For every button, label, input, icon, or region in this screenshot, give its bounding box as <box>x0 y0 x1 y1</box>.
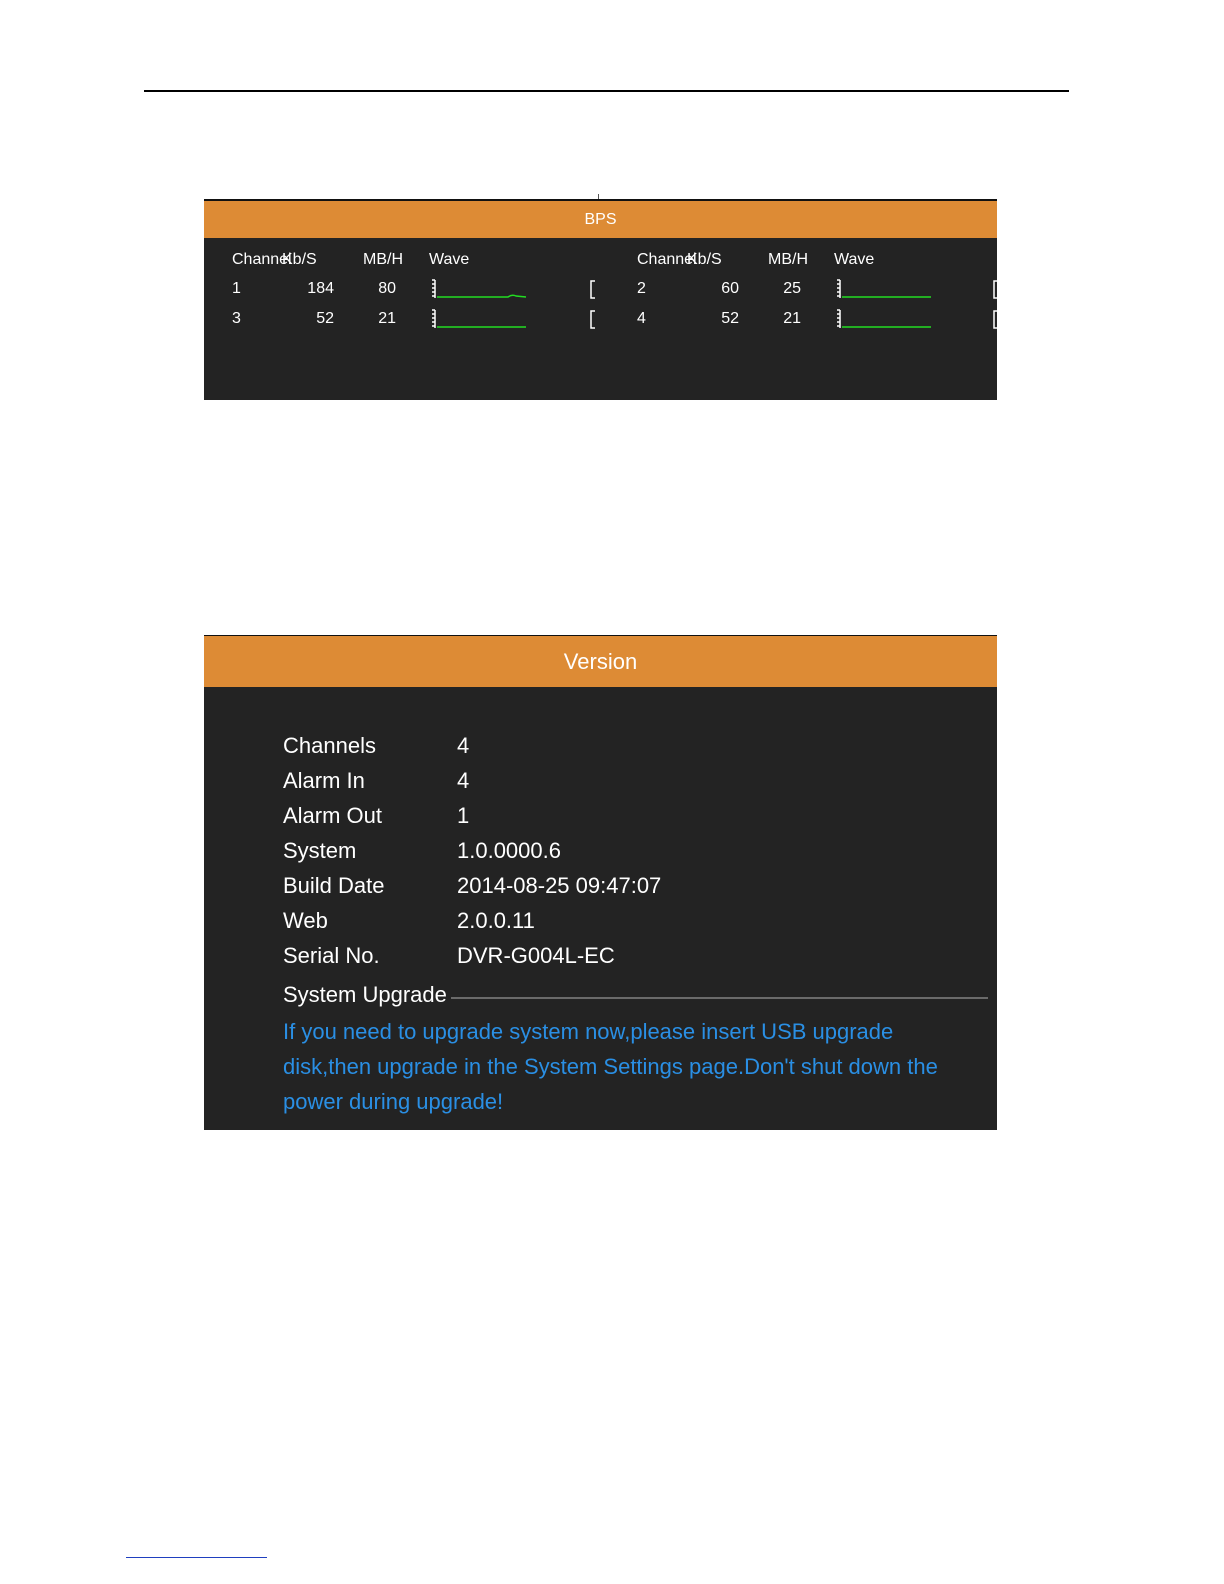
system-upgrade-heading: System Upgrade <box>283 982 447 1007</box>
mbh-value: 21 <box>378 310 396 327</box>
info-label: Alarm Out <box>283 803 383 828</box>
info-row-alarm-out <box>283 798 983 833</box>
info-label: System <box>283 838 357 863</box>
channel-number: 1 <box>232 280 241 297</box>
table-row <box>637 307 1007 331</box>
info-row-web <box>283 903 983 938</box>
header-mbh: MB/H <box>768 251 808 268</box>
bps-block-left <box>232 248 602 348</box>
upgrade-instructions: If you need to upgrade system now,please insert USB upgrade disk,then upgrade in the System Settings page.Don't shut down the power during upgrade! <box>283 1019 938 1114</box>
info-row-build-date <box>283 868 983 903</box>
bps-columns <box>204 238 997 400</box>
info-value: DVR-G004L-EC <box>457 943 615 968</box>
channel-number: 3 <box>232 310 241 327</box>
table-row <box>232 277 602 301</box>
kbs-value: 184 <box>307 280 334 297</box>
system-upgrade-section <box>283 977 988 1012</box>
info-label: Alarm In <box>283 768 365 793</box>
mbh-value: 25 <box>783 280 801 297</box>
channel-number: 2 <box>637 280 646 297</box>
mbh-value: 21 <box>783 310 801 327</box>
info-label: Serial No. <box>283 943 380 968</box>
wave-graph <box>430 278 598 300</box>
bps-panel <box>204 199 997 400</box>
info-label: Web <box>283 908 328 933</box>
info-row-alarm-in <box>283 763 983 798</box>
header-wave: Wave <box>429 251 470 268</box>
wave-graph <box>430 308 598 330</box>
version-info-list <box>283 728 983 973</box>
bps-header-row <box>232 248 602 272</box>
info-row-system <box>283 833 983 868</box>
info-value: 4 <box>457 768 470 793</box>
footer-rule <box>126 1557 267 1558</box>
info-value: 1 <box>457 803 470 828</box>
table-row <box>637 277 1007 301</box>
table-row <box>232 307 602 331</box>
bps-header-row <box>637 248 1007 272</box>
section-divider <box>451 997 988 999</box>
header-channel: Channel <box>637 251 697 268</box>
version-title: Version <box>204 636 997 687</box>
kbs-value: 52 <box>721 310 739 327</box>
bps-block-right <box>637 248 1007 348</box>
info-value: 1.0.0000.6 <box>457 838 561 863</box>
header-kbs: Kb/S <box>687 251 722 268</box>
header-wave: Wave <box>834 251 875 268</box>
channel-number: 4 <box>637 310 646 327</box>
bps-title: BPS <box>204 201 997 238</box>
info-row-serial <box>283 938 983 973</box>
page-top-rule <box>144 90 1069 92</box>
info-label: Channels <box>283 733 376 758</box>
wave-graph <box>835 308 1003 330</box>
mbh-value: 80 <box>378 280 396 297</box>
header-mbh: MB/H <box>363 251 403 268</box>
header-kbs: Kb/S <box>282 251 317 268</box>
info-value: 2.0.0.11 <box>457 908 535 933</box>
info-value: 4 <box>457 733 470 758</box>
version-panel <box>204 635 997 1130</box>
kbs-value: 60 <box>721 280 739 297</box>
header-channel: Channel <box>232 251 292 268</box>
info-value: 2014-08-25 09:47:07 <box>457 873 662 898</box>
info-row-channels <box>283 728 983 763</box>
wave-graph <box>835 278 1003 300</box>
info-label: Build Date <box>283 873 385 898</box>
kbs-value: 52 <box>316 310 334 327</box>
